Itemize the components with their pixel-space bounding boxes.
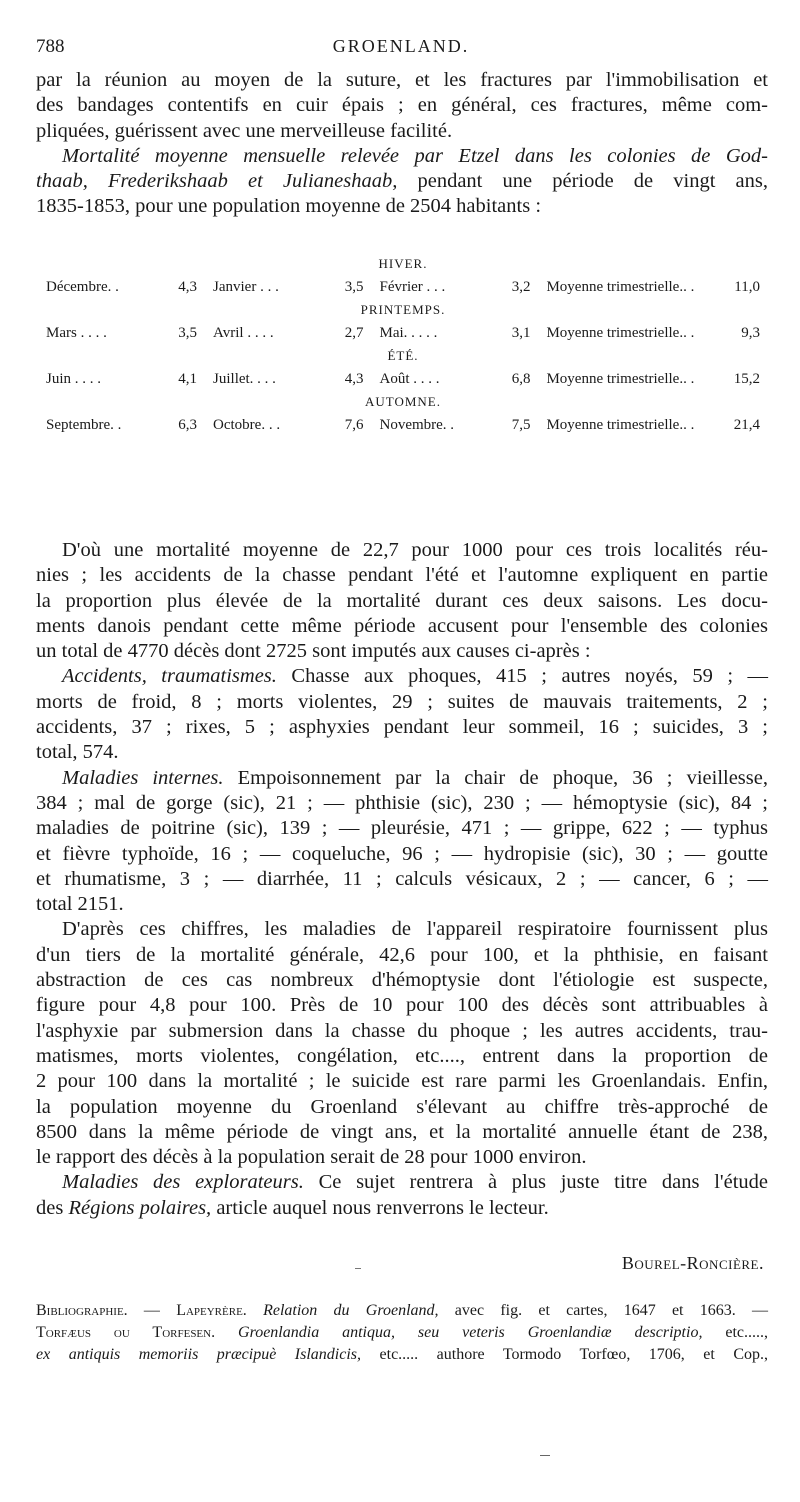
text-line: nies ; les accidents de la chasse pendant l'été et l'automne expliquent en partie: [36, 564, 768, 587]
page-header: [36, 36, 766, 62]
month-value: 2,7: [344, 324, 364, 341]
text-line: D'où une mortalité moyenne de 22,7 pour 1000 pour ces trois localités réu-: [62, 539, 768, 561]
quarterly-average-label: Moyenne trimestrielle.. .: [546, 278, 695, 295]
month-name: Octobre. . .: [213, 416, 281, 433]
month-name: Août . . . .: [379, 370, 440, 387]
text-line: d'un tiers de la mortalité générale, 42,6 pour 100, et la phthisie, en faisant: [36, 943, 768, 966]
running-title: GROENLAND.: [332, 36, 470, 56]
month-value: 3,2: [511, 278, 531, 295]
text-line: des bandages contentifs en cuir épais ; en général, ces fractures, même com-: [36, 94, 768, 117]
table-row: [46, 322, 760, 344]
season-label: PRINTEMPS.: [360, 302, 446, 317]
text-line: et fièvre typhoïde, 16 ; — coqueluche, 96 ; — hydropisie (sic), 30 ; — goutte: [36, 842, 768, 865]
mortality-heading-line: thaab, Frederikshaab et Julianeshaab, pendant une période de vingt ans,: [36, 170, 768, 193]
text-line: total 2151.: [36, 893, 124, 916]
season-row: [46, 344, 760, 368]
text-line: par la réunion au moyen de la suture, et les fractures par l'immobilisation et: [36, 69, 768, 91]
text-line: le rapport des décès à la population serait de 28 pour 1000 environ.: [36, 1146, 587, 1169]
text-line: maladies de poitrine (sic), 139 ; — pleurésie, 471 ; — grippe, 622 ; — typhus: [36, 817, 768, 840]
table-row: [46, 276, 760, 298]
accidents-line: Accidents, traumatismes. Chasse aux phoques, 415 ; autres noyés, 59 ; —: [62, 665, 769, 688]
bibliography-line: Bibliographie. — Lapeyrère. Relation du Groenland, avec fig. et cartes, 1647 et 1663. —: [36, 1302, 769, 1319]
month-name: Avril . . . .: [213, 324, 274, 341]
month-name: Septembre. .: [46, 416, 122, 433]
month-value: 4,3: [178, 278, 198, 295]
text-line: morts de froid, 8 ; morts violentes, 29 ; suites de mauvais traitements, 2 ;: [36, 690, 768, 713]
table-row: [46, 368, 760, 390]
quarterly-average-label: Moyenne trimestrielle.. .: [546, 324, 695, 341]
mortality-heading-line: Mortalité moyenne mensuelle relevée par Etzel dans les colonies de God-: [62, 144, 768, 167]
intro-paragraph: [36, 68, 768, 220]
text-line: pliquées, guérissent avec une merveilleuse facilité.: [36, 119, 453, 142]
month-value: 6,3: [178, 416, 198, 433]
month-value: 7,6: [344, 416, 364, 433]
month-value: 3,1: [511, 324, 531, 341]
text-line: la proportion plus élevée de la mortalité durant ces deux saisons. Les docu-: [36, 589, 768, 612]
quarterly-average-value: 11,0: [734, 278, 760, 295]
print-mark: [355, 1268, 361, 1269]
month-name: Juillet. . . .: [213, 370, 276, 387]
month-name: Mars . . . .: [46, 324, 107, 341]
quarterly-average-value: 21,4: [733, 416, 760, 433]
month-value: 4,3: [344, 370, 364, 387]
explorateurs-line: des Régions polaires, article auquel nous renverrons le lecteur.: [36, 1196, 549, 1219]
month-name: Janvier . . .: [213, 278, 279, 295]
text-line: 2 pour 100 dans la mortalité ; le suicide est rare parmi les Groenlandais. Enfin,: [36, 1070, 768, 1093]
text-line: 8500 dans la même période de vingt ans, et la mortalité annuelle étant de 238,: [36, 1120, 768, 1143]
quarterly-average-value: 9,3: [741, 324, 760, 341]
text-line: abstraction de ces cas nombreux d'hémoptysie dont l'étiologie est suspecte,: [36, 969, 768, 992]
season-label: ÉTÉ.: [387, 348, 419, 363]
maladies-line: Maladies internes. Empoisonnement par la chair de phoque, 36 ; vieillesse,: [62, 766, 768, 789]
text-line: et rhumatisme, 3 ; — diarrhée, 11 ; calculs vésicaux, 2 ; — cancer, 6 ; —: [36, 867, 768, 890]
month-name: Février . . .: [379, 278, 446, 295]
season-row: [46, 252, 760, 276]
text-line: la population moyenne du Groenland s'élevant au chiffre très-approché de: [36, 1095, 768, 1118]
text-line: un total de 4770 décès dont 2725 sont imputés aux causes ci-après :: [36, 640, 591, 663]
season-row: [46, 390, 760, 414]
text-line: l'asphyxie par submersion dans la chasse du phoque ; les autres accidents, trau-: [36, 1019, 768, 1042]
print-mark: [540, 1455, 550, 1456]
month-value: 6,8: [511, 370, 531, 387]
monthly-mortality-table: [46, 252, 760, 436]
month-name: Juin . . . .: [46, 370, 102, 387]
quarterly-average-label: Moyenne trimestrielle.. .: [546, 416, 695, 433]
month-name: Novembre. .: [379, 416, 455, 433]
month-value: 7,5: [511, 416, 531, 433]
month-name: Mai. . . . .: [379, 324, 438, 341]
text-line: accidents, 37 ; rixes, 5 ; asphyxies pendant leur sommeil, 16 ; suicides, 3 ;: [36, 716, 768, 739]
season-label: HIVER.: [378, 256, 428, 271]
text-line: 384 ; mal de gorge (sic), 21 ; — phthisie (sic), 230 ; — hémoptysie (sic), 84 ;: [36, 791, 768, 814]
month-value: 3,5: [344, 278, 364, 295]
text-line: figure pour 4,8 pour 100. Près de 10 pour 100 des décès sont attribuables à: [36, 994, 768, 1017]
quarterly-average-label: Moyenne trimestrielle.. .: [546, 370, 695, 387]
mortality-paragraph: [36, 538, 768, 1221]
text-line: total, 574.: [36, 741, 119, 764]
quarterly-average-value: 15,2: [733, 370, 760, 387]
table-row: [46, 414, 760, 436]
season-row: [46, 298, 760, 322]
month-name: Décembre. .: [46, 278, 119, 295]
page-number: 788: [36, 36, 65, 57]
season-label: AUTOMNE.: [364, 394, 441, 409]
mortality-heading-line: 1835-1853, pour une population moyenne de 2504 habitants :: [36, 195, 542, 218]
author-signature: Bourel-Roncière.: [621, 1253, 764, 1273]
text-line: matismes, morts violentes, congélation, etc...., entrent dans la proportion de: [36, 1044, 768, 1067]
text-line: ments danois pendant cette même période accusent pour l'ensemble des colonies: [36, 614, 768, 637]
explorateurs-line: Maladies des explorateurs. Ce sujet rentrera à plus juste titre dans l'étude: [62, 1171, 769, 1194]
month-value: 4,1: [178, 370, 198, 387]
bibliography-line: Torfæus ou Torfesen. Groenlandia antiqua, seu veteris Groenlandiæ descriptio, etc.....,: [36, 1324, 768, 1341]
bibliography-line: ex antiquis memoriis præcipuè Islandicis, etc..... authore Tormodo Torfœo, 1706, et Cop.,: [36, 1346, 768, 1363]
bibliography: [36, 1300, 768, 1366]
month-value: 3,5: [178, 324, 198, 341]
text-line: D'après ces chiffres, les maladies de l'appareil respiratoire fournissent plus: [62, 918, 768, 941]
